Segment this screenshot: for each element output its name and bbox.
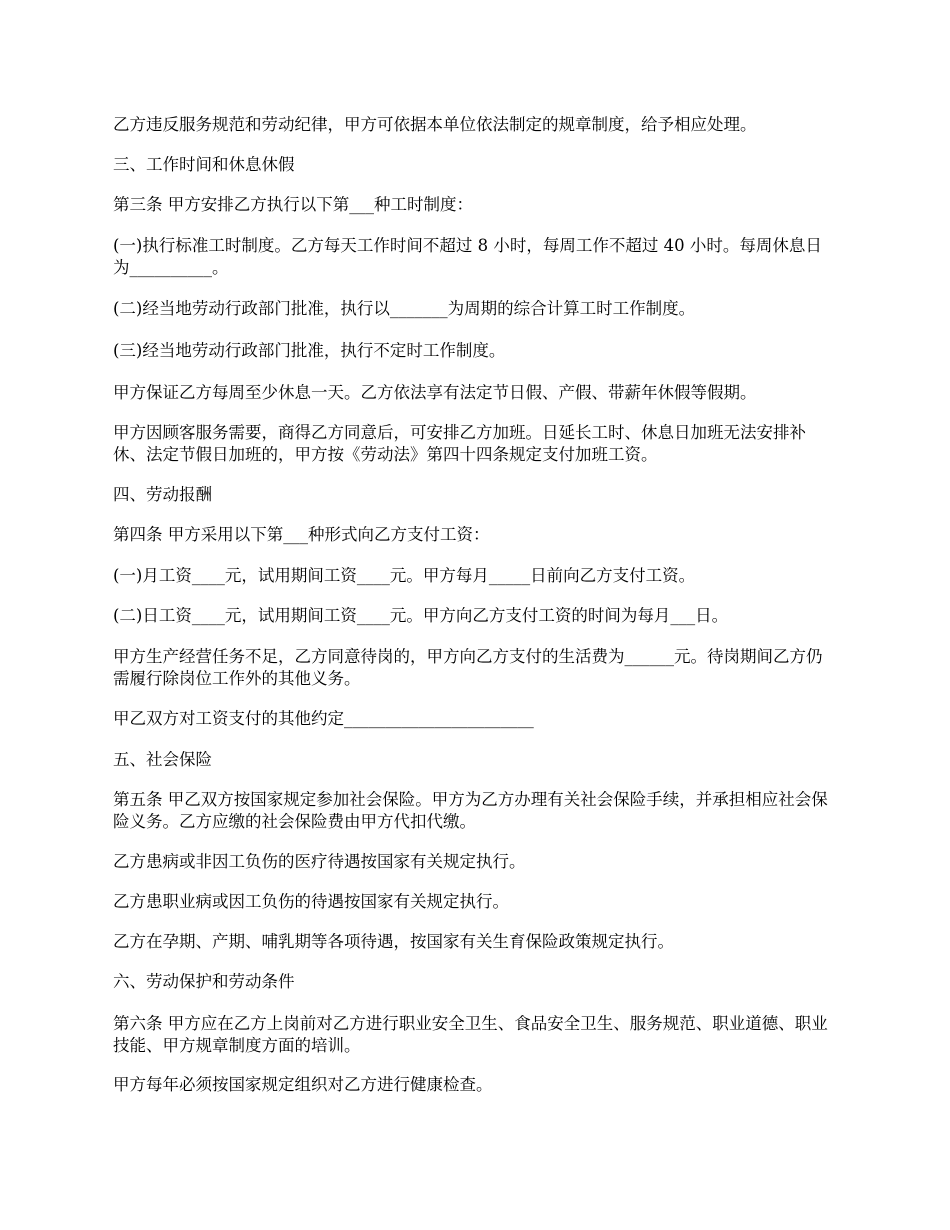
- paragraph-health-check: 甲方每年必须按国家规定组织对乙方进行健康检查。: [113, 1075, 493, 1094]
- paragraph-illness-treatment: 乙方患病或非因工负伤的医疗待遇按国家有关规定执行。: [113, 852, 526, 871]
- section-heading-social-insurance: 五、社会保险: [113, 750, 212, 769]
- article-4: 第四条 甲方采用以下第___种形式向乙方支付工资：: [113, 525, 490, 544]
- article-3-item-3: (三)经当地劳动行政部门批准，执行不定时工作制度。: [113, 341, 506, 360]
- article-3-item-2: (二)经当地劳动行政部门批准，执行以_______为周期的综合计算工时工作制度。: [113, 299, 696, 318]
- paragraph-maternity: 乙方在孕期、产期、哺乳期等各项待遇，按国家有关生育保险政策规定执行。: [113, 932, 674, 951]
- paragraph-discipline: 乙方违反服务规范和劳动纪律，甲方可依据本单位依法制定的规章制度，给予相应处理。: [113, 115, 757, 134]
- paragraph-rest-days: 甲方保证乙方每周至少休息一天。乙方依法享有法定节日假、产假、带薪年休假等假期。: [113, 383, 757, 402]
- paragraph-occupational-injury: 乙方患职业病或因工负伤的待遇按国家有关规定执行。: [113, 892, 509, 911]
- article-4-item-2: (二)日工资____元，试用期间工资____元。甲方向乙方支付工资的时间为每月___日。: [113, 606, 729, 625]
- article-3-item-1: (一)执行标准工时制度。乙方每天工作时间不超过 8 小时，每周工作不超过 40 小时。每周休息日为__________。: [113, 236, 822, 277]
- article-6: 第六条 甲方应在乙方上岗前对乙方进行职业安全卫生、食品安全卫生、服务规范、职业道德、职业技能、甲方规章制度方面的培训。: [113, 1014, 828, 1055]
- article-4-item-1: (一)月工资____元，试用期间工资____元。甲方每月_____日前向乙方支付工资。: [113, 566, 696, 585]
- paragraph-overtime: 甲方因顾客服务需要，商得乙方同意后，可安排乙方加班。日延长工时、休息日加班无法安排补休、法定节假日加班的，甲方按《劳动法》第四十四条规定支付加班工资。: [113, 423, 806, 464]
- article-3: 第三条 甲方安排乙方执行以下第___种工时制度：: [113, 195, 473, 214]
- article-5: 第五条 甲乙双方按国家规定参加社会保险。甲方为乙方办理有关社会保险手续，并承担相应社会保险义务。乙方应缴的社会保险费由甲方代扣代缴。: [113, 790, 828, 831]
- section-heading-labor-protection: 六、劳动保护和劳动条件: [113, 972, 295, 991]
- section-heading-working-hours: 三、工作时间和休息休假: [113, 155, 295, 174]
- paragraph-standby-allowance: 甲方生产经营任务不足，乙方同意待岗的，甲方向乙方支付的生活费为______元。待岗期间乙方仍需履行除岗位工作外的其他义务。: [113, 647, 823, 688]
- paragraph-other-wage-terms: 甲乙双方对工资支付的其他约定_______________________: [113, 709, 534, 728]
- section-heading-remuneration: 四、劳动报酬: [113, 485, 212, 504]
